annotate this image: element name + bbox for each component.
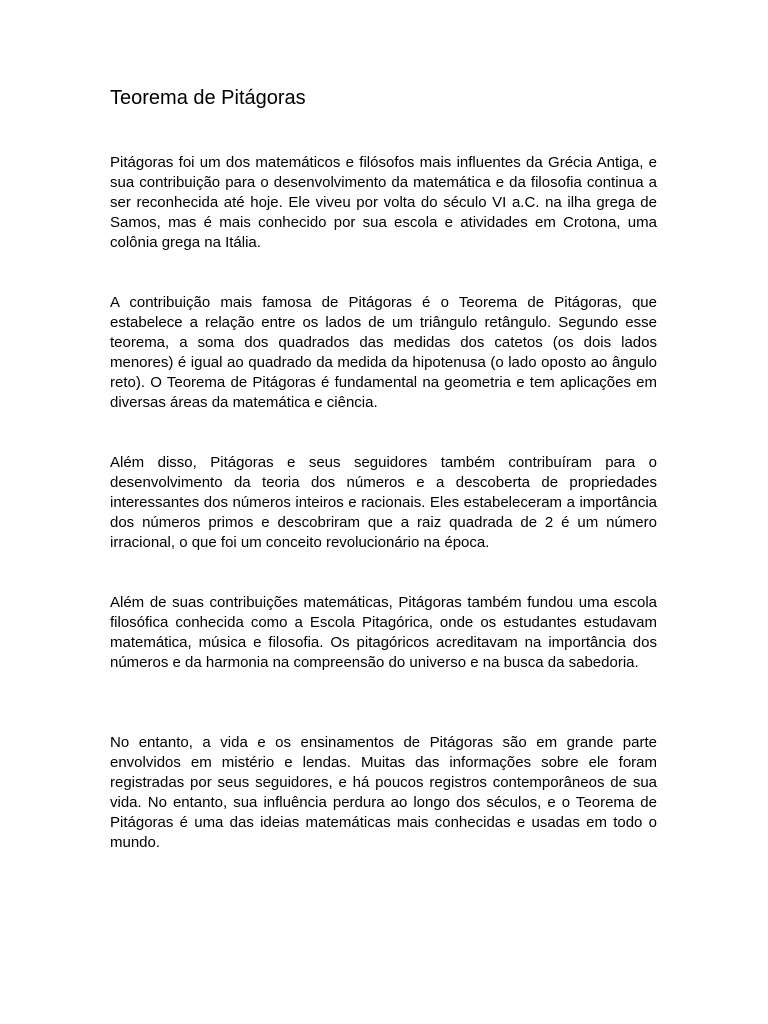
paragraph: Além disso, Pitágoras e seus seguidores também contribuíram para o desenvolvimento da teoria dos números e a descoberta de propriedades interessantes dos números inteiros e racionais. Eles estabeleceram a importância dos números primos e descobriram que a raiz quadrada de 2 é um número irracional, o que foi um conceito revolucionário na época. xyxy=(110,454,657,551)
document-title: Teorema de Pitágoras xyxy=(110,87,306,109)
paragraph: Pitágoras foi um dos matemáticos e filósofos mais influentes da Grécia Antiga, e sua contribuição para o desenvolvimento da matemática e da filosofia continua a ser reconhecida até hoje. Ele viveu por volta do século VI a.C. na ilha grega de Samos, mas é mais conhecido por sua escola e atividades em Crotona, uma colônia grega na Itália. xyxy=(110,154,657,251)
paragraph: Além de suas contribuições matemáticas, Pitágoras também fundou uma escola filosófica conhecida como a Escola Pitagórica, onde os estudantes estudavam matemática, música e filosofia. Os pitagóricos acreditavam na importância dos números e da harmonia na compreensão do universo e na busca da sabedoria. xyxy=(110,594,657,671)
paragraph: No entanto, a vida e os ensinamentos de Pitágoras são em grande parte envolvidos em mistério e lendas. Muitas das informações sobre ele foram registradas por seus seguidores, e há poucos registros contemporâneos de sua vida. No entanto, sua influência perdura ao longo dos séculos, e o Teorema de Pitágoras é uma das ideias matemáticas mais conhecidas e usadas em todo o mundo. xyxy=(110,734,657,851)
paragraph: A contribuição mais famosa de Pitágoras é o Teorema de Pitágoras, que estabelece a relação entre os lados de um triângulo retângulo. Segundo esse teorema, a soma dos quadrados das medidas dos catetos (os dois lados menores) é igual ao quadrado da medida da hipotenusa (o lado oposto ao ângulo reto). O Teorema de Pitágoras é fundamental na geometria e tem aplicações em diversas áreas da matemática e ciência. xyxy=(110,294,657,411)
